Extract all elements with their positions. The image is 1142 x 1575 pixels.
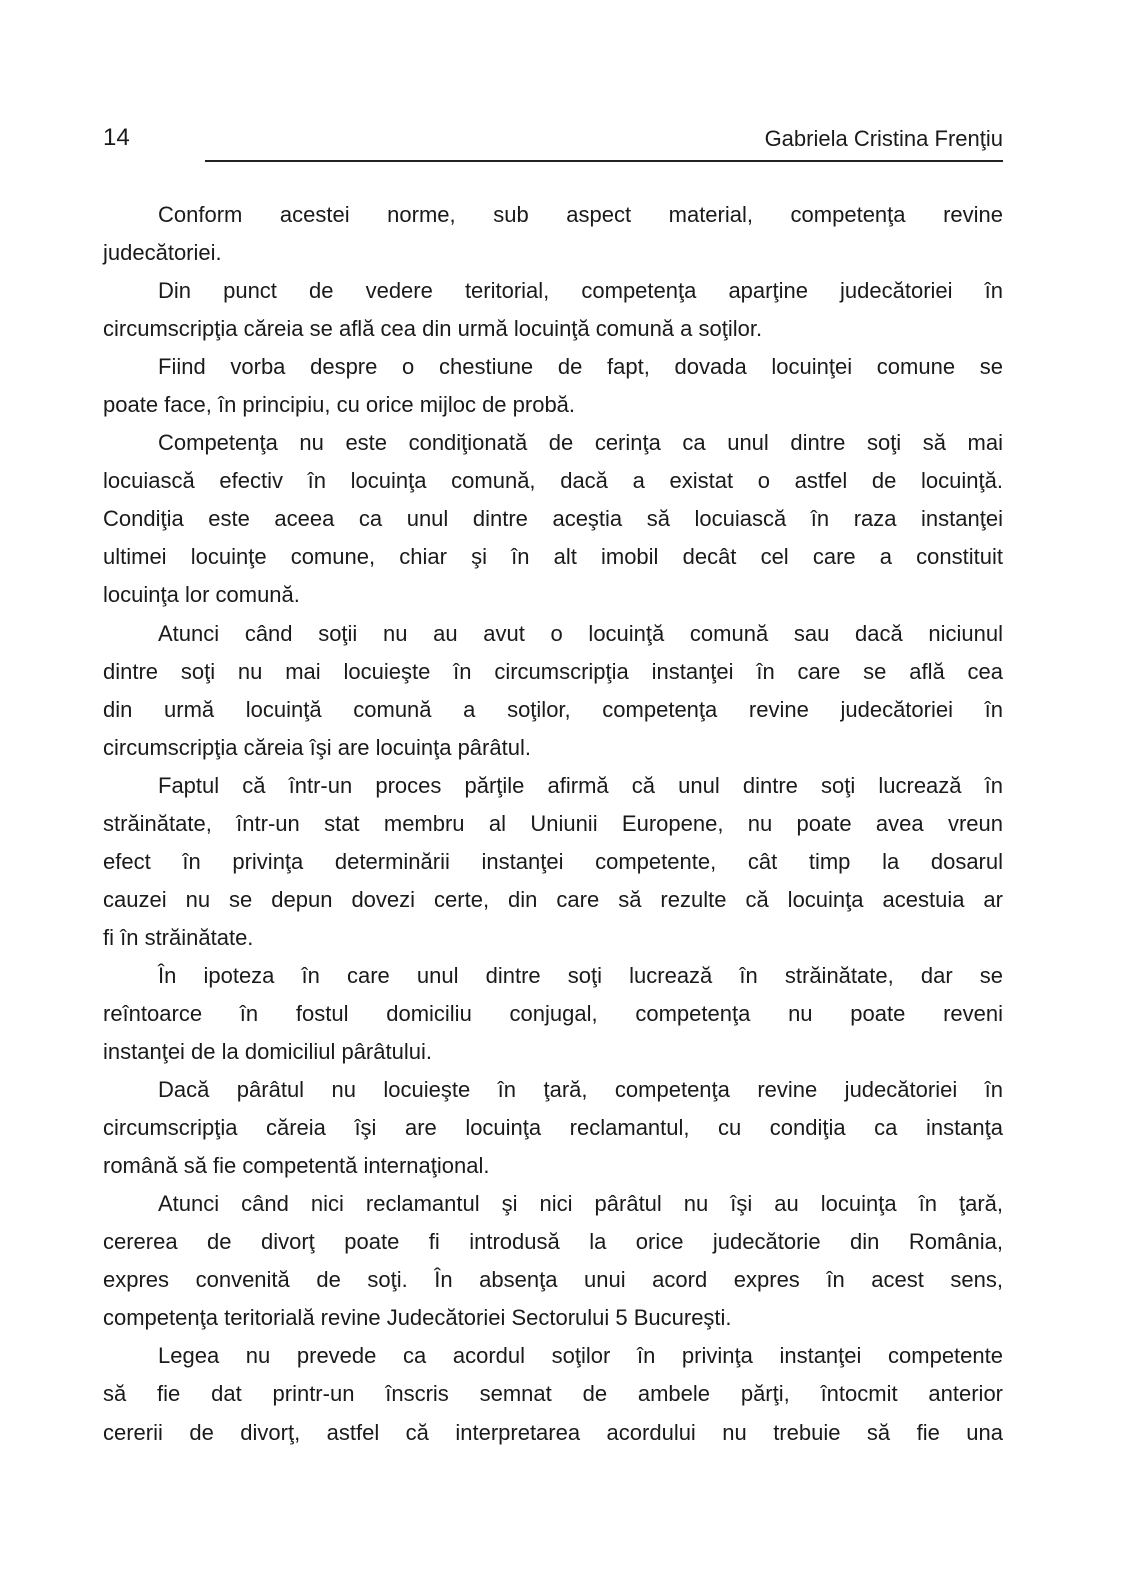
text-line: străinătate, într-un stat membru al Uniunii Europene, nu poate avea vreun	[103, 810, 1003, 836]
text-line: Faptul că într-un proces părţile afirmă că unul dintre soţi lucrează în	[158, 772, 1003, 798]
running-header-author: Gabriela Cristina Frenţiu	[764, 126, 1003, 151]
text-line: instanţei de la domiciliul pârâtului.	[103, 1039, 432, 1065]
text-line: În ipoteza în care unul dintre soţi lucrează în străinătate, dar se	[158, 962, 1003, 988]
page-number: 14	[103, 124, 130, 151]
text-line: locuinţa lor comună.	[103, 582, 300, 608]
text-line: circumscripţia căreia se află cea din urmă locuinţă comună a soţilor.	[103, 316, 763, 342]
text-line: competenţa teritorială revine Judecătoriei Sectorului 5 Bucureşti.	[103, 1305, 732, 1331]
paragraph	[103, 1071, 1003, 1185]
text-line: efect în privinţa determinării instanţei competente, cât timp la dosarul	[103, 848, 1003, 874]
text-line: expres convenită de soţi. În absenţa unui acord expres în acest sens,	[103, 1267, 1003, 1293]
text-line: poate face, în principiu, cu orice mijloc de probă.	[103, 392, 576, 418]
text-line: cererea de divorţ poate fi introdusă la orice judecătorie din România,	[103, 1229, 1003, 1255]
paragraph	[103, 957, 1003, 1071]
header-rule	[205, 160, 1003, 162]
text-line: cererii de divorţ, astfel că interpretarea acordului nu trebuie să fie una	[103, 1419, 1003, 1445]
text-line: dintre soţi nu mai locuieşte în circumscripţia instanţei în care se află cea	[103, 658, 1003, 684]
text-line: circumscripţia căreia îşi are locuinţa reclamantul, cu condiţia ca instanţa	[103, 1115, 1003, 1141]
text-line: Fiind vorba despre o chestiune de fapt, dovada locuinţei comune se	[158, 354, 1003, 380]
paragraph	[103, 767, 1003, 957]
body-text	[103, 196, 1003, 1452]
text-line: Competenţa nu este condiţionată de cerinţa ca unul dintre soţi să mai	[158, 430, 1003, 456]
text-line: din urmă locuinţă comună a soţilor, competenţa revine judecătoriei în	[103, 696, 1003, 722]
text-line: română să fie competentă internaţional.	[103, 1153, 490, 1179]
text-line: Conform acestei norme, sub aspect material, competenţa revine	[158, 202, 1003, 227]
paragraph	[103, 424, 1003, 614]
text-line: ultimei locuinţe comune, chiar şi în alt imobil decât cel care a constituit	[103, 544, 1003, 570]
paragraph	[103, 348, 1003, 424]
text-line: Atunci când soţii nu au avut o locuinţă comună sau dacă niciunul	[158, 620, 1003, 646]
paragraph	[103, 272, 1003, 348]
text-line: Dacă pârâtul nu locuieşte în ţară, competenţa revine judecătoriei în	[158, 1077, 1003, 1103]
text-line: Condiţia este aceea ca unul dintre aceştia să locuiască în raza instanţei	[103, 506, 1003, 532]
text-line: fi în străinătate.	[103, 924, 254, 950]
text-line: reîntoarce în fostul domiciliu conjugal, competenţa nu poate reveni	[103, 1000, 1003, 1026]
text-line: Din punct de vedere teritorial, competenţa aparţine judecătoriei în	[158, 278, 1003, 304]
text-line: circumscripţia căreia îşi are locuinţa pârâtul.	[103, 734, 531, 760]
text-line: Legea nu prevede ca acordul soţilor în privinţa instanţei competente	[158, 1343, 1003, 1369]
text-line: locuiască efectiv în locuinţa comună, dacă a existat o astfel de locuinţă.	[103, 468, 1003, 494]
paragraph	[103, 1185, 1003, 1337]
paragraph	[103, 196, 1003, 272]
text-line: să fie dat printr-un înscris semnat de ambele părţi, întocmit anterior	[103, 1381, 1003, 1407]
paragraph	[103, 1337, 1003, 1451]
paragraph	[103, 615, 1003, 767]
text-line: Atunci când nici reclamantul şi nici pârâtul nu îşi au locuinţa în ţară,	[158, 1191, 1003, 1217]
text-line: judecătoriei.	[103, 240, 222, 266]
text-line: cauzei nu se depun dovezi certe, din care să rezulte că locuinţa acestuia ar	[103, 886, 1003, 912]
